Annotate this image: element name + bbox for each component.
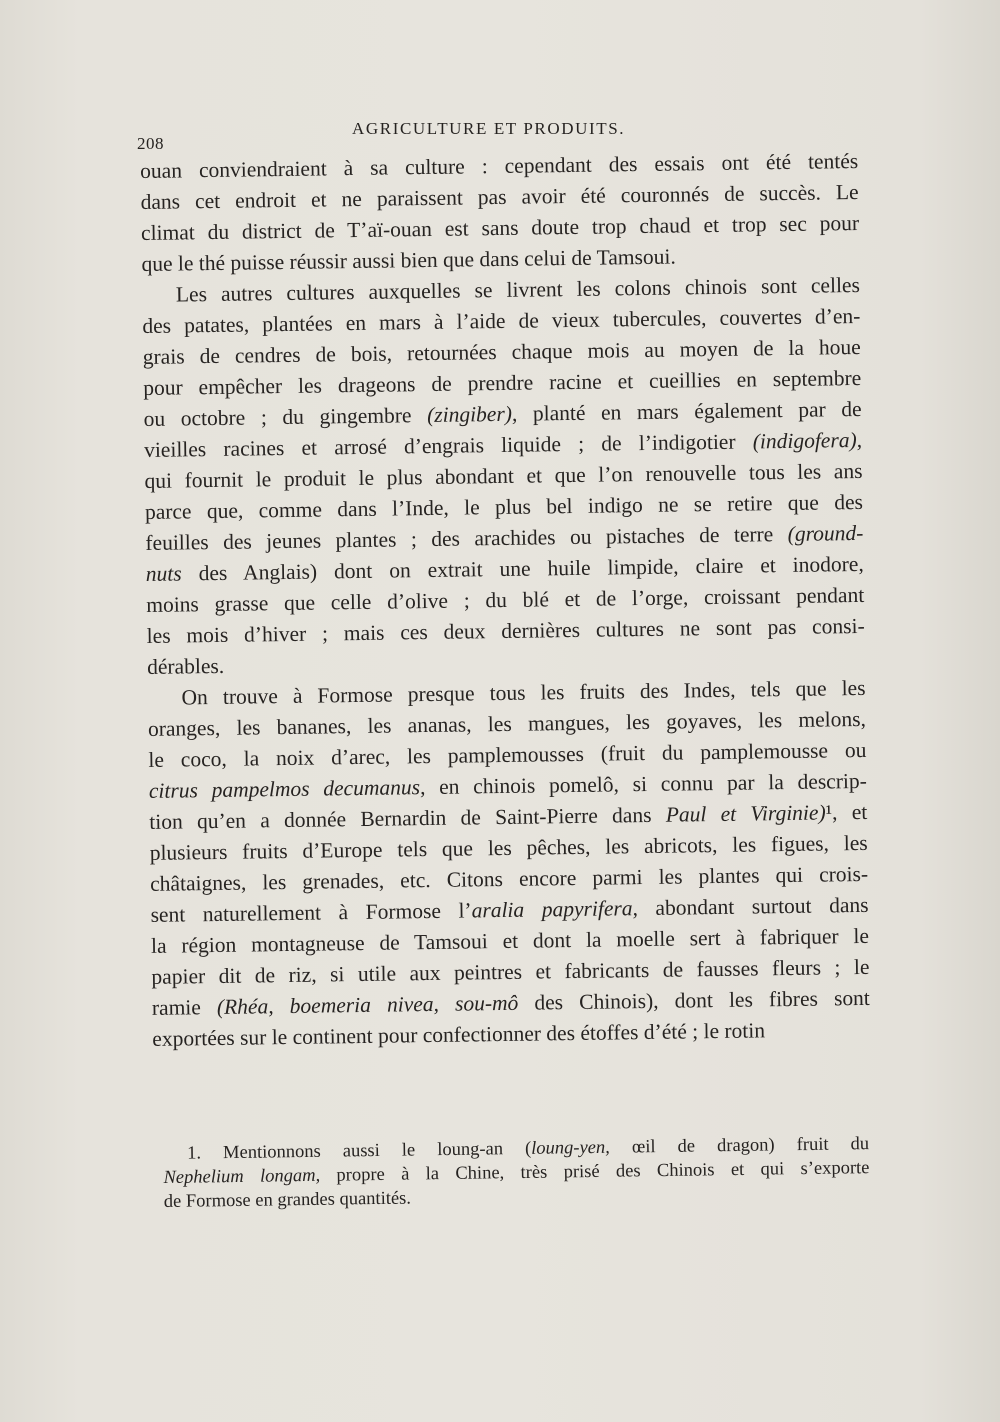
italic-term: Nephelium longam,	[163, 1165, 321, 1188]
text-line: la région montagneuse de Tamsoui et dont la moelle sert à fabriquer le	[150, 923, 870, 958]
text-line: climat du district de T’aï-ouan est sans doute trop chaud et trop sec pour	[140, 210, 860, 245]
text-segment: en chinois pomelô, si connu par la descrip-	[425, 768, 867, 800]
text-line: châtaignes, les grenades, etc. Citons encore parmi les plantes qui crois-	[149, 861, 869, 896]
text-line: des patates, plantées en mars à l’aide de vieux tubercules, couvertes d’en-	[142, 303, 861, 338]
italic-term: nuts	[145, 561, 182, 586]
italic-term: Paul et Virginie)	[665, 800, 826, 827]
italic-term: (zingiber),	[426, 401, 518, 428]
italic-term: loung-yen,	[531, 1137, 610, 1159]
body-text	[140, 146, 870, 1055]
text-segment: sent naturellement à Formose l’	[150, 898, 472, 927]
text-segment: tion qu’en a donnée Bernardin de Saint-Pierre dans	[149, 802, 666, 834]
text-segment: abondant surtout dans	[637, 892, 869, 921]
running-head: AGRICULTURE ET PRODUITS.	[352, 119, 626, 138]
text-line: les mois d’hiver ; mais ces deux dernières cultures ne sont pas consi-	[146, 613, 865, 648]
text-segment: œil de dragon) fruit du	[609, 1134, 870, 1158]
text-segment: ramie	[151, 995, 218, 1020]
italic-term: (ground-	[787, 520, 864, 546]
footnote	[163, 1132, 870, 1214]
text-line: ouan conviendraient à sa culture : cependant des essais ont été tentés	[140, 148, 859, 183]
italic-term: (indigofera),	[752, 427, 863, 454]
text-line: que le thé puisse réussir aussi bien que dans celui de Tamsoui.	[141, 244, 676, 276]
italic-term: (Rhéa, boemeria nivea, sou-mô	[216, 990, 519, 1020]
text-line: pour empêcher les drageons de prendre racine et cueillies en septembre	[143, 365, 862, 400]
text-segment: ¹, et	[825, 799, 868, 825]
text-line: parce que, comme dans l’Inde, le plus bel indigo ne se retire que des	[144, 489, 864, 524]
text-line: dans cet endroit et ne paraissent pas avoir été couronnés de succès. Le	[140, 179, 859, 214]
italic-term: aralia papyrifera,	[471, 896, 639, 923]
text-line: plusieurs fruits d’Europe tels que les pêches, les abricots, les figues, les	[149, 830, 868, 865]
text-segment: des Anglais) dont on extrait une huile limpide, claire et inodore,	[181, 551, 864, 586]
text-segment: propre à la Chine, très prisé des Chinois et qui s’exporte	[319, 1158, 870, 1186]
text-line: oranges, les bananes, les ananas, les mangues, les goyaves, les melons,	[147, 706, 867, 741]
text-line: exportées sur le continent pour confectionner des étoffes d’été ; le rotin	[152, 1018, 766, 1051]
text-segment: feuilles des jeunes plantes ; des arachides ou pistaches de terre	[145, 521, 788, 555]
text-segment: de Formose en grandes quantités.	[163, 1188, 412, 1212]
text-line: Les autres cultures auxquelles se livrent les colons chinois sont celles	[175, 272, 861, 307]
text-line: grais de cendres de bois, retournées chaque mois au moyen de la houe	[142, 334, 861, 369]
text-line: le coco, la noix d’arec, les pamplemousses (fruit du pamplemousse ou	[148, 737, 867, 772]
page-number: 208	[137, 134, 164, 153]
text-line: qui fournit le produit le plus abondant et que l’on renouvelle tous les ans	[144, 458, 863, 493]
text-segment: planté en mars également par de	[517, 396, 862, 426]
text-line: On trouve à Formose presque tous les fruits des Indes, tels que les	[181, 675, 866, 710]
text-line: dérables.	[146, 653, 225, 679]
text-segment: des Chinois), dont les fibres sont	[518, 985, 870, 1015]
italic-term: citrus pampelmos decumanus,	[148, 775, 426, 803]
text-line: papier dit de riz, si utile aux peintres et fabricants de fausses fleurs ; le	[151, 954, 870, 989]
text-segment: 1. Mentionnons aussi le loung-an (	[187, 1138, 532, 1164]
text-segment: vieilles racines et arrosé d’engrais liquide ; de l’indigotier	[143, 429, 753, 462]
text-segment: ou octobre ; du gingembre	[143, 403, 428, 431]
text-line: moins grasse que celle d’olive ; du blé et de l’orge, croissant pendant	[146, 582, 865, 617]
